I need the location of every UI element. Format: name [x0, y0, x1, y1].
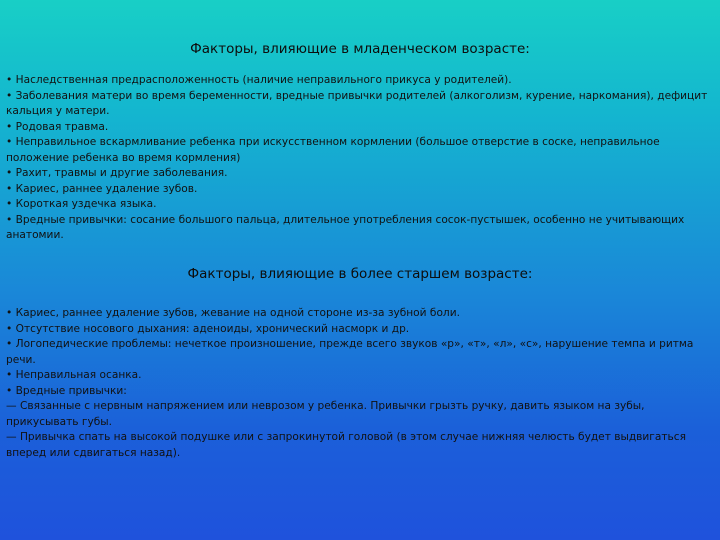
- list-item: • Неправильное вскармливание ребенка при искусственном кормлении (большое отверстие в соске, неправильное положение ребенка во время кормления): [6, 136, 660, 164]
- list-item: • Заболевания матери во время беременности, вредные привычки родителей (алкоголизм, курение, наркомания), дефицит кальция у матери.: [6, 89, 708, 117]
- section-title-older: Факторы, влияющие в более старшем возрасте:: [187, 266, 533, 282]
- list-item: • Кариес, раннее удаление зубов.: [6, 182, 198, 195]
- list-item: • Отсутствие носового дыхания: аденоиды, хронический насморк и др.: [6, 322, 410, 335]
- list-item: • Вредные привычки: сосание большого пальца, длительное употребления соcок-пустышек, особенно не учитывающих анатомии.: [6, 213, 685, 241]
- list-item: • Неправильная осанка.: [6, 369, 142, 381]
- list-item: — Привычка спать на высокой подушке или с запрокинутой головой (в этом случае нижняя челюсть будет выдвигаться вперед или сдвигаться назад).: [6, 431, 686, 459]
- list-item: — Связанные с нервным напряжением или неврозом у ребенка. Привычки грызть ручку, давить языком на зубы, прикусывать губы.: [6, 400, 645, 428]
- list-item: • Кариес, раннее удаление зубов, жевание на одной стороне из-за зубной боли.: [6, 307, 460, 319]
- list-item: • Вредные привычки:: [6, 384, 127, 397]
- section-title-infant: Факторы, влияющие в младенческом возрасте:: [190, 41, 530, 57]
- list-item: • Логопедические проблемы: нечеткое произношение, прежде всего звуков «р», «т», «л», «с», нарушение темпа и ритма речи.: [6, 338, 694, 366]
- factor-list-infant: [6, 73, 711, 244]
- factor-list-older: [6, 306, 711, 461]
- list-item: • Короткая уздечка языка.: [6, 198, 157, 210]
- list-item: • Родовая травма.: [6, 120, 109, 133]
- list-item: • Рахит, травмы и другие заболевания.: [6, 167, 228, 179]
- list-item: • Наследственная предрасположенность (наличие неправильного прикуса у родителей).: [6, 74, 512, 86]
